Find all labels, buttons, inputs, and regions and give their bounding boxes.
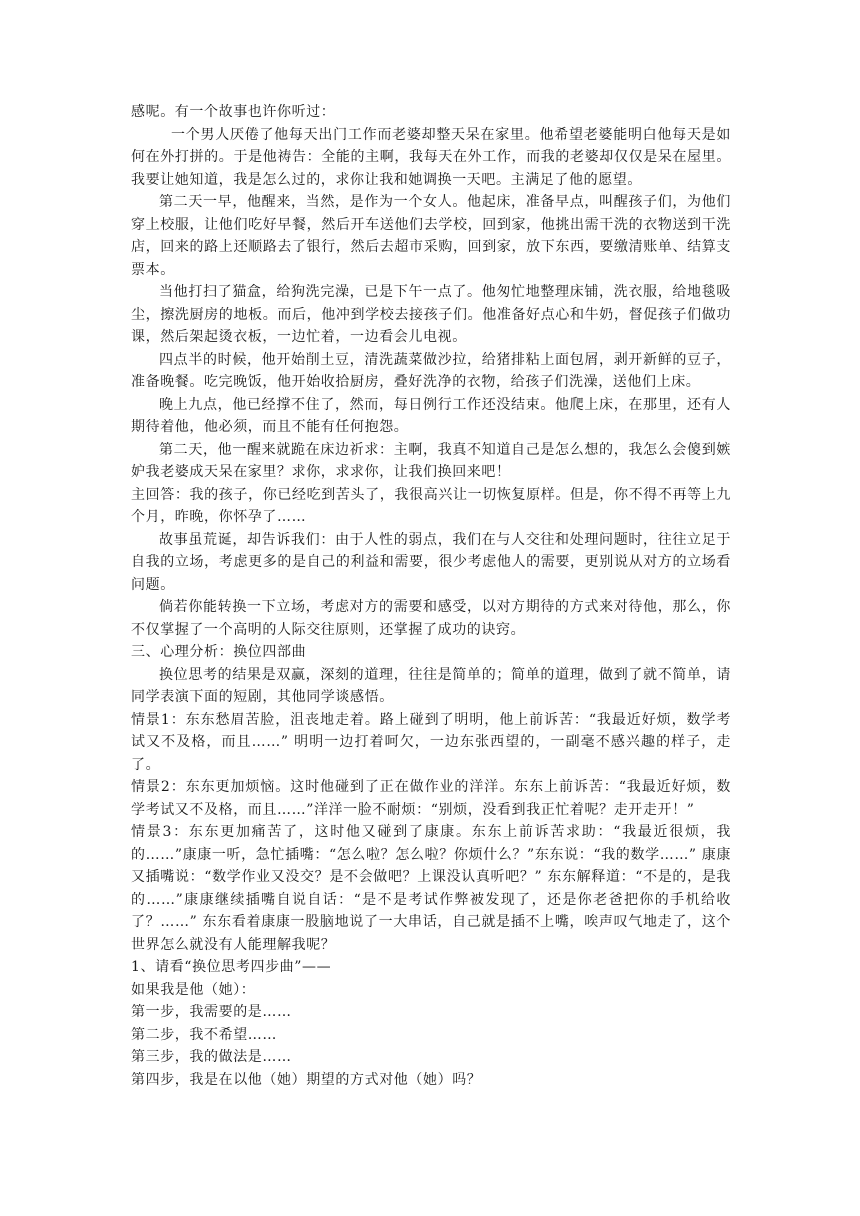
scene-1-paragraph: 情景1：东东愁眉苦脸，沮丧地走着。路上碰到了明明，他上前诉苦：“我最近好烦，数学考试又不及格，而且……” 明明一边打着呵欠，一边东张西望的，一副毫不感兴趣的样子，走了。: [131, 711, 731, 773]
story-paragraph-afternoon: 当他打扫了猫盒，给狗洗完澡，已是下午一点了。他匆忙地整理床铺，洗衣服，给地毯吸尘，擦洗厨房的地板。而后，他冲到学校去接孩子们。他准备好点心和牛奶，督促孩子们做功课，然后架起烫衣板，一边忙着，一边看会儿电视。: [131, 284, 731, 345]
story-paragraph-next-morning: 第二天一早，他醒来，当然，是作为一个女人。他起床，准备早点，叫醒孩子们，为他们穿上校服，让他们吃好早餐，然后开车送他们去学校，回到家，他挑出需干洗的衣物送到干洗店，回来的路上还顺路去了银行，然后去超市采购，回到家，放下东西，要缴清账单、结算支票本。: [131, 194, 731, 278]
story-conclusion-paragraph: 倘若你能转换一下立场，考虑对方的需要和感受，以对方期待的方式来对待他，那么，你不仅掌握了一个高明的人际交往原则，还掌握了成功的诀窍。: [131, 599, 731, 638]
story-paragraph-man-prayer: 一个男人厌倦了他每天出门工作而老婆却整天呆在家里。他希望老婆能明白他每天是如何在外打拼的。于是他祷告：全能的主啊，我每天在外工作，而我的老婆却仅仅是呆在屋里。我要让她知道，我是怎么过的，求你让我和她调换一天吧。主满足了他的愿望。: [131, 126, 731, 188]
section-intro-paragraph: 换位思考的结果是双赢，深刻的道理，往往是简单的；简单的道理，做到了就不简单，请同学表演下面的短剧，其他同学谈感悟。: [131, 666, 731, 705]
step-1-line: 第一步，我需要的是……: [131, 1004, 292, 1020]
four-steps-heading: 1、请看“换位思考四步曲”——: [131, 959, 332, 975]
step-3-line: 第三步，我的做法是……: [131, 1049, 292, 1065]
step-2-line: 第二步，我不希望……: [131, 1026, 277, 1043]
story-intro: 感呢。有一个故事也许你听过：: [131, 104, 336, 120]
story-lesson-paragraph: 故事虽荒诞，却告诉我们：由于人性的弱点，我们在与人交往和处理问题时，往往立足于自我的立场，考虑更多的是自己的利益和需要，很少考虑他人的需要，更别说从对方的立场看问题。: [131, 531, 731, 593]
story-paragraph-lord-answer: 主回答：我的孩子，你已经吃到苦头了，我很高兴让一切恢复原样。但是，你不得不再等上九个月，昨晚，你怀孕了……: [131, 486, 731, 525]
step-4-line: 第四步，我是在以他（她）期望的方式对他（她）吗？: [131, 1071, 482, 1088]
story-paragraph-prayer-back: 第二天，他一醒来就跪在床边祈求：主啊，我真不知道自己是怎么想的，我怎么会傻到嫉妒我老婆成天呆在家里？求你，求求你，让我们换回来吧！: [131, 441, 731, 480]
four-steps-premise: 如果我是他（她）：: [131, 981, 256, 998]
story-paragraph-four-thirty: 四点半的时候，他开始削土豆，清洗蔬菜做沙拉，给猪排粘上面包屑，剥开新鲜的豆子，准备晚餐。吃完晚饭，他开始收拾厨房，叠好洗净的衣物，给孩子们洗澡，送他们上床。: [131, 351, 731, 390]
story-paragraph-nine-pm: 晚上九点，他已经撑不住了，然而，每日例行工作还没结束。他爬上床，在那里，还有人期待着他，他必须，而且不能有任何抱怨。: [131, 396, 731, 435]
section-heading-psych-analysis: 三、心理分析：换位四部曲: [131, 644, 307, 660]
scene-3-paragraph: 情景3：东东更加痛苦了，这时他又碰到了康康。东东上前诉苦求助：“我最近很烦，我的……”康康一听，急忙插嘴：“怎么啦？怎么啦？你烦什么？”东东说：“我的数学……” 康康又插嘴说：“数学作业又没交？是不会做吧？上课没认真听吧？” 东东解释道：“不是的，是我的……”康康继续插嘴自说自话：“是不是考试作弊被发现了，还是你老爸把你的手机给收了？……” 东东看着康康一股脑地说了一大串话，自己就是插不上嘴，唉声叹气地走了，这个世界怎么就没有人能理解我呢？: [131, 824, 731, 953]
scene-2-paragraph: 情景2：东东更加烦恼。这时他碰到了正在做作业的洋洋。东东上前诉苦：“我最近好烦，数学考试又不及格，而且……”洋洋一脸不耐烦：“别烦，没看到我正忙着呢？走开走开！”: [131, 779, 731, 818]
document-page: [131, 101, 731, 1091]
